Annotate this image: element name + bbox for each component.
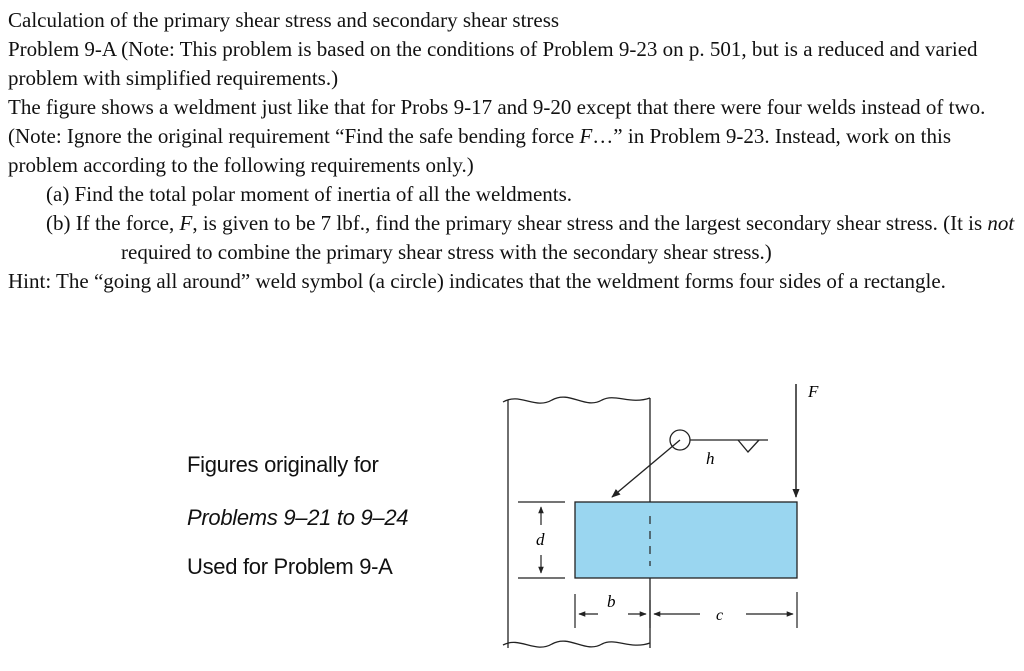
force-label: F bbox=[808, 382, 819, 401]
problem-title: Calculation of the primary shear stress and secondary shear stress bbox=[8, 8, 560, 32]
weld-size-label: h bbox=[706, 449, 715, 468]
description-force-symbol: F bbox=[579, 124, 593, 148]
description-part-2: …” in Problem 9-23. Instead, work on this problem according to the following requirements only.) bbox=[8, 124, 951, 177]
fillet-weld-triangle bbox=[738, 440, 759, 452]
weld-symbol bbox=[612, 430, 768, 497]
dimension-c-label: c bbox=[716, 607, 724, 624]
dimension-d-label: d bbox=[536, 530, 545, 549]
requirement-b-part-2: , is given to be 7 lbf., find the primary shear stress and the largest secondary shear stress. (It is bbox=[192, 211, 988, 235]
requirement-b-not: not bbox=[987, 211, 1015, 235]
description-part-1: The figure shows a weldment just like that for Probs 9-17 and 9-20 except that there were four welds instead of two. (Note: Ignore the original requirement “Find the safe bending force bbox=[8, 95, 986, 148]
figure-caption-line-2: Problems 9–21 to 9–24 bbox=[187, 505, 409, 530]
welded-plate bbox=[575, 502, 797, 578]
dimension-b-label: b bbox=[607, 592, 616, 611]
problem-intro: Problem 9-A (Note: This problem is based on the conditions of Problem 9-23 on p. 501, but is a reduced and varied problem with simplified requirements.) bbox=[8, 37, 978, 90]
hint: Hint: The “going all around” weld symbol (a circle) indicates that the weldment forms four sides of a rectangle. bbox=[8, 269, 946, 293]
requirement-b-force-symbol: F bbox=[179, 211, 193, 235]
requirement-b-part-3: required to combine the primary shear stress with the secondary shear stress.) bbox=[121, 240, 772, 264]
figure-caption-line-1: Figures originally for bbox=[187, 452, 379, 477]
figure-caption-line-3: Used for Problem 9-A bbox=[187, 554, 393, 579]
requirement-a: (a) Find the total polar moment of inertia of all the weldments. bbox=[46, 182, 573, 206]
requirement-b-part-1: (b) If the force, bbox=[46, 211, 180, 235]
